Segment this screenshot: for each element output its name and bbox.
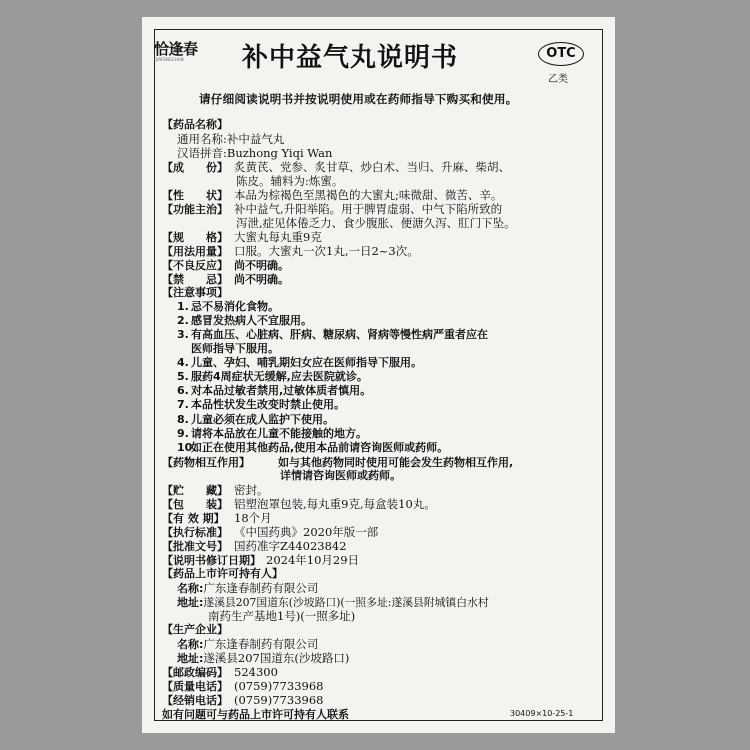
package-label: 【包 装】 bbox=[162, 497, 228, 511]
interactions-line2: 详情请咨询医师或药师。 bbox=[280, 468, 401, 482]
approval-row bbox=[162, 539, 347, 554]
manufacturer-name-row bbox=[177, 637, 318, 652]
adverse-row bbox=[162, 258, 289, 273]
instruction-leaflet bbox=[142, 17, 615, 733]
interactions-row bbox=[162, 455, 513, 470]
adverse-label: 【不良反应】 bbox=[162, 259, 228, 273]
precaution-item: 8. 儿童必须在成人监护下使用。 bbox=[177, 412, 334, 426]
contact-note-text: 如有问题可与药品上市许可持有人联系 bbox=[162, 708, 349, 721]
postal-row bbox=[162, 665, 278, 680]
pinyin-row bbox=[177, 146, 332, 160]
manufacturer-address-value: 遂溪县207国道东(沙坡路口) bbox=[203, 650, 350, 665]
validity-label: 【有 效 期】 bbox=[162, 511, 225, 525]
print-code: 30409×10-25-1 bbox=[510, 709, 574, 718]
holder-address-label: 地址: bbox=[177, 595, 204, 609]
section-precautions: 【注意事项】 bbox=[162, 286, 228, 300]
sales-phone-row bbox=[162, 693, 323, 708]
ingredients-line2: 陈皮。辅料为:炼蜜。 bbox=[236, 174, 344, 189]
otc-badge: OTC bbox=[538, 42, 584, 66]
generic-name-value: 补中益气丸 bbox=[226, 132, 285, 147]
precaution-item-cont: 医师指导下服用。 bbox=[191, 342, 279, 356]
precaution-item: 1. 忌不易消化食物。 bbox=[177, 300, 279, 314]
contraindications-label: 【禁 忌】 bbox=[162, 273, 228, 287]
precaution-item: 2. 感冒发热病人不宜服用。 bbox=[177, 314, 312, 328]
precaution-item: 10.如正在使用其他药品,使用本品前请咨询医师或药师。 bbox=[177, 440, 449, 454]
approval-label: 【批准文号】 bbox=[162, 539, 228, 553]
indications-line2: 泻泄,症见体倦乏力、食少腹胀、便溏久泻、肛门下坠。 bbox=[236, 216, 516, 231]
adverse-value: 尚不明确。 bbox=[234, 259, 289, 273]
interactions-label: 【药物相互作用】 bbox=[162, 455, 250, 469]
appearance-value: 本品为棕褐色至黑褐色的大蜜丸;味微甜、微苦、辛。 bbox=[234, 188, 503, 203]
ingredients-line1: 炙黄芪、党参、炙甘草、炒白术、当归、升麻、柴胡、 bbox=[234, 160, 510, 175]
generic-name-label: 通用名称: bbox=[177, 132, 227, 147]
manufacturer-address-row bbox=[177, 651, 349, 666]
precaution-item: 9. 请将本品放在儿童不能接触的地方。 bbox=[177, 426, 367, 440]
interactions-line1: 如与其他药物同时使用可能会发生药物相互作用, bbox=[278, 455, 514, 469]
pinyin-value: Buzhong Yiqi Wan bbox=[226, 146, 333, 161]
revision-label: 【说明书修订日期】 bbox=[162, 553, 261, 567]
manufacturer-name-value: 广东逢春制药有限公司 bbox=[203, 636, 319, 651]
usage-notice: 请仔细阅读说明书并按说明使用或在药师指导下购买和使用。 bbox=[199, 92, 518, 106]
pinyin-label: 汉语拼音: bbox=[177, 146, 227, 161]
precaution-item: 4. 儿童、孕妇、哺乳期妇女应在医师指导下服用。 bbox=[177, 356, 422, 370]
holder-name-row bbox=[177, 581, 318, 596]
validity-row bbox=[162, 511, 272, 526]
precaution-item: 5. 服药4周症状无缓解,应去医院就诊。 bbox=[177, 370, 368, 384]
appearance-label: 【性 状】 bbox=[162, 189, 228, 203]
holder-address-row bbox=[177, 595, 489, 610]
precaution-item: 7. 本品性状发生改变时禁止使用。 bbox=[177, 398, 345, 412]
section-drug-name: 【药品名称】 bbox=[162, 118, 228, 131]
manufacturer-address-label: 地址: bbox=[177, 651, 204, 665]
spec-label: 【规 格】 bbox=[162, 231, 228, 245]
section-license-holder: 【药品上市许可持有人】 bbox=[162, 566, 283, 580]
package-value: 铝塑泡罩包装,每丸重9克,每盒装10丸。 bbox=[234, 496, 436, 511]
package-row bbox=[162, 497, 436, 512]
ingredients-label: 【成 份】 bbox=[162, 161, 228, 175]
holder-address-line2: 南药生产基地1号)(一照多址) bbox=[208, 608, 356, 623]
sales-phone-label: 【经销电话】 bbox=[162, 693, 228, 707]
storage-label: 【贮 藏】 bbox=[162, 483, 228, 497]
indications-row bbox=[162, 202, 502, 217]
ingredients-row bbox=[162, 160, 510, 175]
dosage-label: 【用法用量】 bbox=[162, 245, 228, 259]
appearance-row bbox=[162, 188, 502, 203]
quality-phone-label: 【质量电话】 bbox=[162, 679, 228, 693]
postal-value: 524300 bbox=[234, 664, 278, 679]
spec-row bbox=[162, 230, 322, 245]
validity-value: 18个月 bbox=[234, 510, 272, 525]
standard-row bbox=[162, 525, 378, 540]
brand-logo: 恰逢春 bbox=[154, 40, 198, 58]
holder-name-value: 广东逢春制药有限公司 bbox=[203, 580, 319, 595]
indications-line1: 补中益气,升阳举陷。用于脾胃虚弱、中气下陷所致的 bbox=[234, 202, 503, 217]
storage-row bbox=[162, 483, 269, 498]
document-title: 补中益气丸说明书 bbox=[242, 43, 459, 73]
otc-class: 乙类 bbox=[548, 74, 568, 85]
postal-label: 【邮政编码】 bbox=[162, 665, 228, 679]
precaution-item: 6. 对本品过敏者禁用,过敏体质者慎用。 bbox=[177, 384, 372, 398]
contraindications-value: 尚不明确。 bbox=[234, 273, 289, 287]
approval-value: 国药准字Z44023842 bbox=[234, 538, 347, 553]
holder-name-label: 名称: bbox=[177, 581, 204, 595]
revision-value: 2024年10月29日 bbox=[266, 552, 360, 567]
brand-subtitle: QIAFENGCHUN bbox=[154, 57, 184, 62]
section-manufacturer: 【生产企业】 bbox=[162, 622, 228, 636]
revision-row bbox=[162, 553, 359, 568]
dosage-value: 口服。大蜜丸一次1丸,一日2~3次。 bbox=[234, 244, 419, 259]
contact-note bbox=[162, 707, 349, 722]
storage-value: 密封。 bbox=[234, 482, 269, 497]
spec-value: 大蜜丸每丸重9克 bbox=[234, 230, 322, 245]
sales-phone-value: (0759)7733968 bbox=[234, 692, 324, 707]
dosage-row bbox=[162, 244, 419, 259]
quality-phone-row bbox=[162, 679, 323, 694]
indications-label: 【功能主治】 bbox=[162, 203, 228, 217]
manufacturer-name-label: 名称: bbox=[177, 637, 204, 651]
quality-phone-value: (0759)7733968 bbox=[234, 678, 324, 693]
standard-value: 《中国药典》2020年版一部 bbox=[234, 524, 379, 539]
standard-label: 【执行标准】 bbox=[162, 525, 228, 539]
precaution-item: 3. 有高血压、心脏病、肝病、糖尿病、肾病等慢性病严重者应在 bbox=[177, 328, 488, 342]
holder-address-line1: 遂溪县207国道东(沙坡路口)(一照多址:遂溪县附城镇白水村 bbox=[203, 595, 489, 609]
generic-name-row bbox=[177, 132, 284, 146]
